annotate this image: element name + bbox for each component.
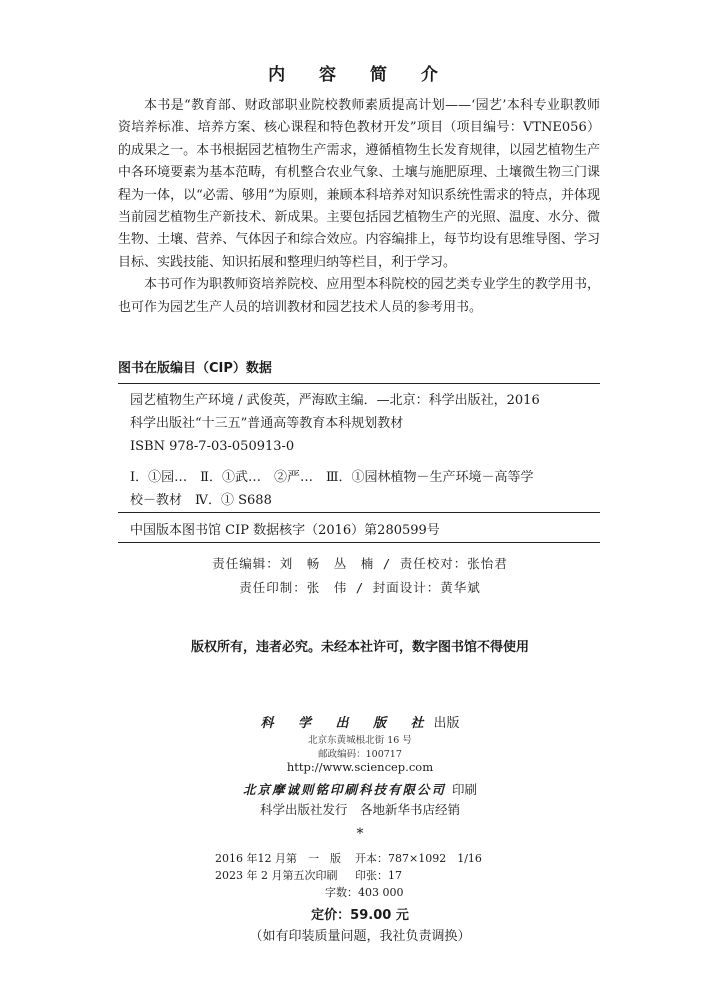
cip-title-line: 园艺植物生产环境 / 武俊英，严海欧主编．—北京：科学出版社，2016: [130, 393, 540, 408]
cip-record: [130, 389, 600, 512]
printer-suffix: 印刷: [452, 782, 478, 797]
publisher-suffix: 出版: [433, 716, 460, 731]
publication-specs: [215, 850, 482, 901]
edition-info: 2016 年12 月第 一 版: [215, 852, 341, 865]
distribution-line: 科学出版社发行 各地新华书店经销: [259, 802, 460, 817]
format-info: 开本：787×1092 1/16: [355, 852, 482, 865]
rights-notice: 版权所有，违者必究。未经本社许可，数字图书馆不得使用: [190, 640, 529, 655]
printer-line: [0, 780, 720, 798]
word-count: 字数：403 000: [325, 886, 404, 899]
sheets-info: 印张：17: [355, 869, 402, 882]
cip-subject-line-cont: 校－教材 Ⅳ．① S688: [130, 493, 272, 508]
publisher-line: [0, 712, 720, 731]
specs-row-words: [215, 884, 482, 901]
printing-info: 2023 年 2 月第五次印刷: [215, 869, 338, 882]
cip-top-rule: [118, 383, 600, 384]
publisher-postcode: 邮政编码：100717: [318, 749, 402, 760]
publisher-address: 北京东黄城根北街 16 号: [308, 735, 412, 746]
cip-bottom-rule: [118, 542, 600, 543]
quality-guarantee: （如有印装质量问题，我社负责调换）: [249, 929, 471, 944]
production-credits: 责任印制：张 伟 / 封面设计：黄华斌: [239, 580, 481, 595]
cip-data-number: 中国版本图书馆 CIP 数据核字（2016）第280599号: [130, 523, 440, 538]
intro-paragraph-1: 本书是“教育部、财政部职业院校教师素质提高计划——‘园艺’本科专业职教师资培养标准、培养方案、核心课程和特色教材开发”项目（项目编号：VTNE056）的成果之一。本书根据园艺植物生产需求，遵循植物生长发育规律，以园艺植物生产中各环境要素为基本范畴，有机整合农业气象、土壤与施肥原理、土壤微生物三门课程为一体，以“必需、够用”为原则，兼顾本科培养对知识系统性需求的特点，并体现当前园艺植物生产新技术、新成果。主要包括园艺植物生产的光照、温度、水分、微生物、土壤、营养、气体因子和综合效应。内容编排上，每节均设有思维导图、学习目标、实践技能、知识拓展和整理归纳等栏目，利于学习。: [118, 98, 600, 270]
printer-name: 北京摩诚则铭印刷科技有限公司: [242, 782, 446, 797]
price: 定价：59.00 元: [311, 908, 409, 923]
cip-series-line: 科学出版社“十三五”普通高等教育本科规划教材: [130, 416, 404, 431]
cip-isbn-line: ISBN 978-7-03-050913-0: [130, 439, 295, 454]
publisher-url: http://www.sciencep.com: [286, 760, 434, 774]
cip-subject-line: Ⅰ．①园… Ⅱ．①武… ②严… Ⅲ．①园林植物－生产环境－高等学: [130, 470, 534, 485]
page-title: 内 容 简 介: [268, 65, 452, 85]
specs-row-printing: [215, 867, 482, 884]
asterisk-separator: *: [356, 826, 364, 842]
specs-row-edition: [215, 850, 482, 867]
publisher-name: 科 学 出 版 社: [260, 716, 434, 731]
editor-credits: 责任编辑：刘 畅 丛 楠 / 责任校对：张怡君: [212, 556, 508, 571]
intro-paragraph-2: 本书可作为职教师资培养院校、应用型本科院校的园艺类专业学生的教学用书，也可作为园艺生产人员的培训教材和园艺技术人员的参考用书。: [118, 277, 600, 315]
introduction-section: [118, 95, 600, 319]
cip-middle-rule: [118, 512, 600, 513]
cip-heading: 图书在版编目（CIP）数据: [118, 361, 272, 376]
